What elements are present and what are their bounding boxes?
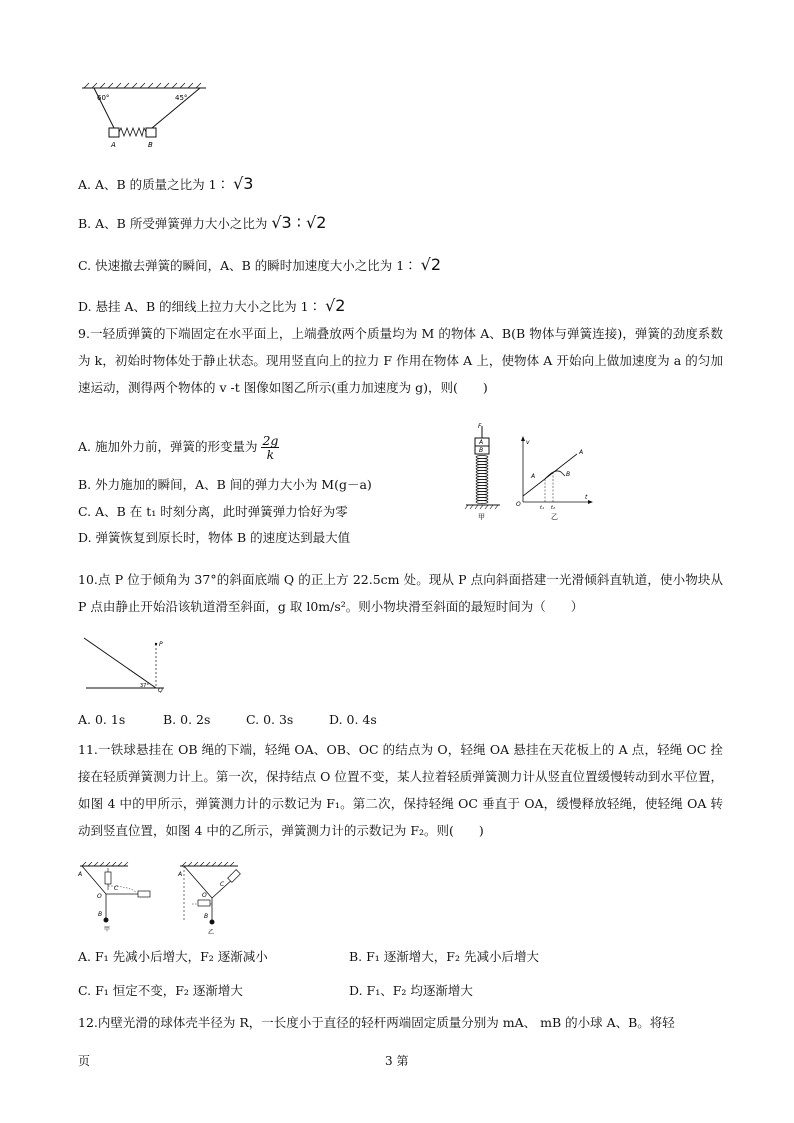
q8-option-d: D. 悬挂 A、B 的细线上拉力大小之比为 1∶ √2 (78, 296, 346, 315)
q8-label-a: A (111, 141, 116, 149)
q10-fig-p: P (159, 641, 163, 648)
q11-yi-label: 乙 (208, 929, 215, 936)
q9-option-c: C. A、B 在 t₁ 时刻分离，此时弹簧弹力恰好为零 (78, 504, 348, 519)
q11-jia-a: A (78, 871, 83, 878)
q10-stem: 10.点 P 位于倾角为 37°的斜面底端 Q 的正上方 22.5cm 处。现从 P 点向斜面搭建一光滑倾斜直轨道，使小物块从 P 点由静止开始沿该轨道滑至斜面，g 取 l0m/s²。则小物块滑至斜面的最短时间为（ ） (78, 572, 723, 614)
q8-angle-b: 45° (175, 94, 188, 102)
footer-page-number: 3 第 (385, 1054, 409, 1068)
q11-jia-label: 甲 (104, 926, 111, 933)
q11-yi-a: A (178, 871, 183, 878)
q9-option-a-fraction: $\frac{2g}{k}$ (262, 433, 279, 462)
q9-fig-curve-a: A (579, 449, 584, 456)
q8-option-d-math: √2 (325, 296, 346, 315)
q10-option-a: A. 0. 1s (78, 712, 126, 727)
q11-option-d: D. F₁、F₂ 均逐渐增大 (349, 983, 473, 998)
q11-option-c: C. F₁ 恒定不变，F₂ 逐渐增大 (78, 983, 243, 998)
q12-stem: 12.内壁光滑的球体壳半径为 R，一长度小于直径的轻杆两端固定质量分别为 mA、 mB 的小球 A、B。将轻 (78, 1015, 675, 1030)
q11-jia-c: C (114, 885, 119, 892)
q9-fig-t: t (585, 494, 588, 501)
q10-fig-angle: 37° (140, 683, 149, 689)
q11-option-a: A. F₁ 先减小后增大，F₂ 逐渐减小 (78, 949, 268, 964)
q11-yi-c: C (220, 881, 225, 888)
q9-fig-yi: 乙 (551, 513, 558, 521)
q9-fig-curve-a2: A (531, 473, 536, 480)
q10-option-c: C. 0. 3s (246, 712, 294, 727)
q9-fig-t1: t₁ (540, 505, 544, 511)
footer-left: 页 (78, 1054, 91, 1068)
q8-angle-a: 60° (97, 94, 110, 102)
q8-figure (80, 80, 210, 152)
q9-fig-t2: t₂ (551, 505, 555, 511)
q8-option-c: C. 快速撤去弹簧的瞬间，A、B 的瞬时加速度大小之比为 1∶ √2 (78, 255, 442, 274)
q10-option-b: B. 0. 2s (163, 712, 211, 727)
q9-fig-v: v (526, 439, 530, 446)
q8-option-c-math: √2 (420, 255, 442, 274)
q9-fig-curve-b: B (566, 471, 571, 478)
q9-fig-a: A (479, 439, 484, 446)
q9-option-a: A. 施加外力前，弹簧的形变量为 $\frac{2g}{k}$ (78, 433, 279, 462)
q11-jia-o: O (97, 893, 102, 900)
q11-yi-o: O (202, 892, 207, 899)
q9-figure-jia (458, 423, 508, 522)
q10-option-d: D. 0. 4s (329, 712, 377, 727)
q9-fig-b: B (479, 447, 484, 454)
q11-yi-b: B (204, 913, 209, 920)
q8-option-b-math: √3 ∶ √2 (271, 213, 327, 232)
q8-option-b: B. A、B 所受弹簧弹力大小之比为 √3 ∶ √2 (78, 213, 327, 232)
q11-jia-b: B (98, 911, 103, 918)
q10-fig-q: Q (158, 687, 163, 694)
q11-figure-jia (78, 860, 158, 932)
q11-option-b: B. F₁ 逐渐增大，F₂ 先减小后增大 (349, 949, 539, 964)
q9-fig-jia: 甲 (478, 513, 485, 521)
q9-option-d: D. 弹簧恢复到原长时，物体 B 的速度达到最大值 (78, 530, 351, 545)
q9-figure-yi (515, 436, 595, 522)
q8-label-b: B (148, 141, 153, 149)
q11-figure-yi (178, 860, 258, 936)
q9-fig-f: F (478, 423, 482, 430)
q8-option-a-math: √3 (233, 174, 254, 193)
q9-stem: 9.一轻质弹簧的下端固定在水平面上，上端叠放两个质量均为 M 的物体 A、B(B 物体与弹簧连接)，弹簧的劲度系数为 k，初始时物体处于静止状态。现用竖直向上的拉力 F 作用在物体 A 上，使物体 A 开始向上做加速度为 a 的匀加速运动，测得两个物体的 v -t 图像如图乙所示(重力加速度为 g)，则( ) (78, 326, 723, 395)
q8-option-a: A. A、B 的质量之比为 1∶ √3 (78, 174, 254, 193)
q9-option-b: B. 外力施加的瞬间，A、B 间的弹力大小为 M(g－a) (78, 477, 372, 492)
q10-figure (84, 636, 184, 694)
q9-fig-o: O (516, 501, 521, 508)
q11-stem: 11.一铁球悬挂在 OB 绳的下端，轻绳 OA、OB、OC 的结点为 O，轻绳 OA 悬挂在天花板上的 A 点，轻绳 OC 拴接在轻质弹簧测力计上。第一次，保持结点 O 位置不变，某人拉着轻质弹簧测力计从竖直位置缓慢转动到水平位置，如图 4 中的甲所示，弹簧测力计的示数记为 F₁。第二次，保持轻绳 OC 垂直于 OA，缓慢释放轻绳，使轻绳 OA 转动到竖直位置，如图 4 中的乙所示，弹簧测力计的示数记为 F₂。则( ) (78, 742, 723, 838)
